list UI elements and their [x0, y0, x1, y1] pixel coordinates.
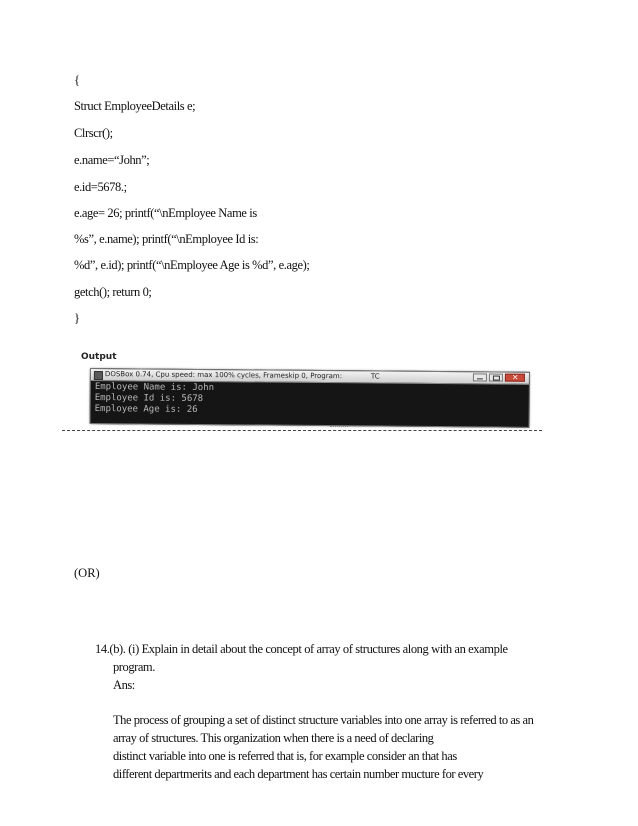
- dosbox-console: [91, 381, 529, 420]
- answer-line-3: distinct variable into one is referred that is, for example consider an that has: [113, 749, 457, 763]
- dosbox-program: TC: [370, 372, 380, 381]
- dashed-divider: [62, 430, 542, 431]
- code-line-3: Clrscr();: [74, 126, 113, 140]
- dosbox-title: DOSBox 0.74, Cpu speed: max 100% cycles, Frameskip 0, Program:: [104, 370, 343, 381]
- question-line-1: 14.(b). (i) Explain in detail about the concept of array of structures along with an example: [95, 642, 508, 656]
- dosbox-app-icon: [94, 371, 103, 380]
- answer-line-2: array of structures. This organization when there is a need of declaring: [113, 731, 434, 745]
- question-line-2: program.: [113, 660, 155, 674]
- console-line-1: Employee Name is: John: [94, 382, 215, 394]
- console-line-2: Employee Id is: 5678: [94, 393, 204, 404]
- dosbox-window-screenshot: [90, 368, 530, 428]
- code-line-8: %d”, e.id); printf(“\nEmployee Age is %d”, e.age);: [74, 258, 310, 272]
- code-line-6: e.age= 26; printf(“\nEmployee Name is: [74, 206, 257, 220]
- code-line-7: %s”, e.name); printf(“\nEmployee Id is:: [74, 232, 259, 246]
- code-line-10: }: [74, 311, 80, 325]
- answer-line-1: The process of grouping a set of distinct structure variables into one array is referred to as an: [113, 713, 534, 727]
- or-separator: (OR): [74, 566, 100, 580]
- output-label: Output: [81, 352, 117, 362]
- code-line-5: e.id=5678.;: [74, 180, 127, 194]
- code-line-2: Struct EmployeeDetails e;: [74, 99, 196, 113]
- console-line-3: Employee Age is: 26: [94, 404, 198, 415]
- answer-line-4: different departmerits and each department has certain number mucture for every: [113, 767, 484, 781]
- close-icon: [505, 374, 525, 382]
- code-line-9: getch(); return 0;: [74, 285, 152, 299]
- answer-label: Ans:: [113, 678, 135, 692]
- minimize-icon: [473, 373, 487, 381]
- code-line-1: {: [74, 73, 80, 87]
- maximize-icon: [489, 373, 503, 381]
- code-line-4: e.name=“John”;: [74, 153, 150, 167]
